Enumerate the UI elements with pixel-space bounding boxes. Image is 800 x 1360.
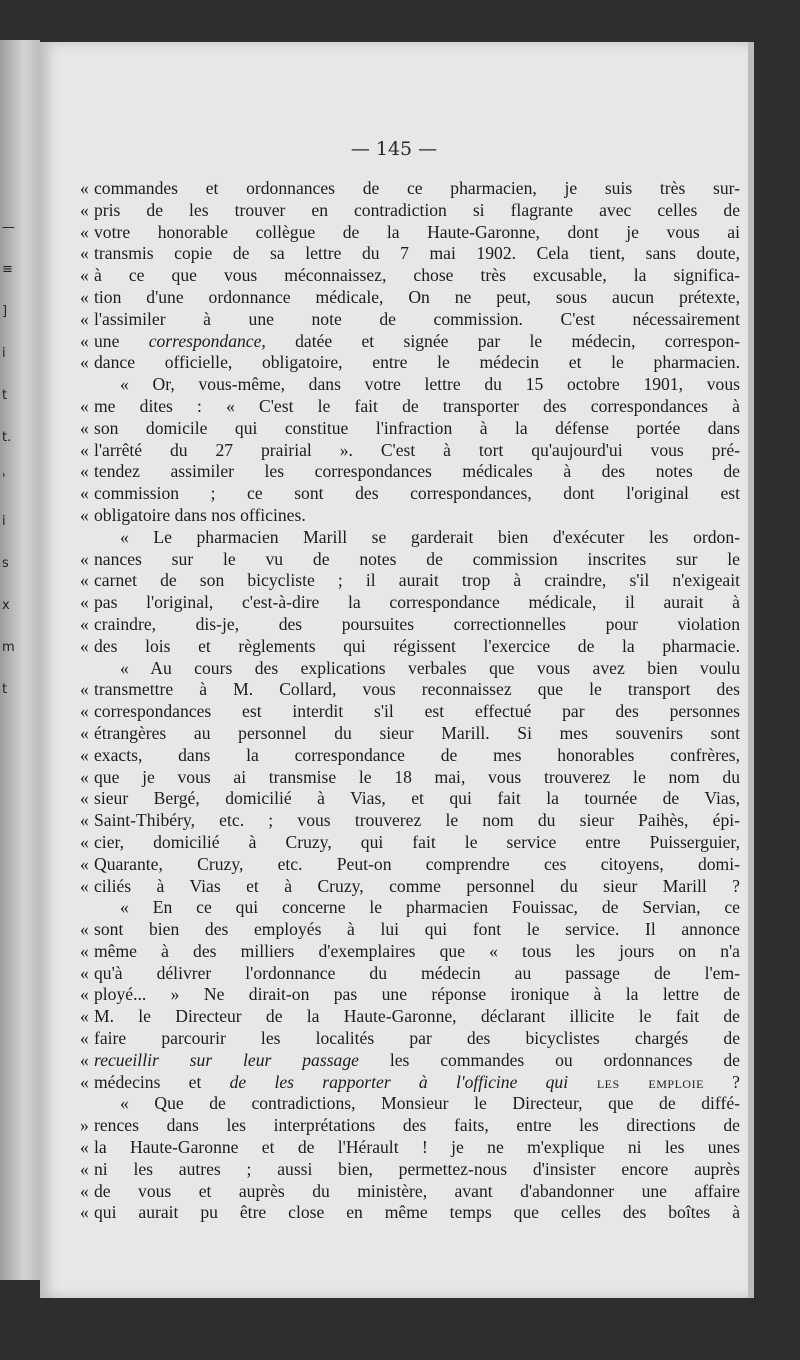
- text-line: [80, 1028, 740, 1050]
- text-line: [80, 570, 740, 592]
- line-text: transmis copie de sa lettre du 7 mai 1902. Cela tient, sans doute,: [94, 243, 740, 264]
- quote-mark: «: [80, 1028, 89, 1049]
- quote-mark: «: [80, 1071, 89, 1092]
- text-line: [80, 658, 740, 680]
- text-line: [80, 1093, 740, 1115]
- text-line: [80, 396, 740, 418]
- text-line: [80, 418, 740, 440]
- line-text: Quarante, Cruzy, etc. Peut-on comprendre ces citoyens, domi-: [94, 853, 740, 874]
- quote-mark: «: [80, 962, 89, 983]
- line-text: faire parcourir les localités par des bicyclistes chargés de: [94, 1028, 740, 1049]
- text-line: [80, 1202, 740, 1224]
- text-line: [80, 243, 740, 265]
- line-text: sont bien des employés à lui qui font le service. Il annonce: [94, 919, 740, 940]
- text-line: [80, 963, 740, 985]
- quote-mark: «: [80, 395, 89, 416]
- text-run: de les rapporter à l'officine qui: [229, 1071, 569, 1092]
- quote-mark: «: [80, 265, 89, 286]
- text-line: [80, 941, 740, 963]
- quote-mark: «: [80, 940, 89, 961]
- line-text: « En ce qui concerne le pharmacien Fouissac, de Servian, ce: [120, 897, 740, 918]
- text-line: [80, 1115, 740, 1137]
- line-text: que je vous ai transmise le 18 mai, vous trouverez le nom du: [94, 766, 740, 787]
- quote-mark: «: [80, 592, 89, 613]
- line-text: transmettre à M. Collard, vous reconnaissez que le transport des: [94, 679, 740, 700]
- quote-mark: «: [80, 1202, 89, 1223]
- text-line: [80, 352, 740, 374]
- quote-mark: «: [80, 701, 89, 722]
- text-run: correspondance: [148, 330, 262, 351]
- quote-mark: [80, 374, 94, 396]
- line-text: [94, 1050, 740, 1072]
- line-text: tion d'une ordonnance médicale, On ne peut, sous aucun prétexte,: [94, 286, 740, 307]
- text-line: [80, 701, 740, 723]
- quote-mark: [80, 527, 94, 549]
- line-text: « Or, vous-même, dans votre lettre du 15 octobre 1901, vous: [120, 374, 740, 395]
- text-line: [80, 200, 740, 222]
- line-text: la Haute-Garonne et de l'Hérault ! je ne m'explique ni les unes: [94, 1137, 740, 1158]
- book-page: [40, 42, 754, 1298]
- quote-mark: «: [80, 788, 89, 809]
- text-line: [80, 505, 740, 527]
- quote-mark: «: [80, 831, 89, 852]
- quote-mark: «: [80, 221, 89, 242]
- quote-mark: »: [80, 1115, 89, 1136]
- quote-mark: «: [80, 308, 89, 329]
- line-text: tendez assimiler les correspondances médicales à des notes de: [94, 461, 740, 482]
- facing-page-mark: t.: [2, 430, 12, 445]
- text-run: une: [94, 330, 149, 351]
- facing-page-mark: s: [2, 556, 9, 571]
- quote-mark: «: [80, 722, 89, 743]
- quote-mark: «: [80, 417, 89, 438]
- line-text: qui aurait pu être close en même temps que celles des boîtes à: [94, 1202, 740, 1223]
- quote-mark: «: [80, 635, 89, 656]
- line-text: me dites : « C'est le fait de transporter des correspondances à: [94, 395, 740, 416]
- quote-mark: «: [80, 330, 89, 351]
- line-text: correspondances est interdit s'il est effectué par des personnes: [94, 701, 740, 722]
- line-text: M. le Directeur de la Haute-Garonne, déclarant illicite le fait de: [94, 1006, 740, 1027]
- line-text: ni les autres ; aussi bien, permettez-nous d'insister encore auprès: [94, 1158, 740, 1179]
- line-text: pris de les trouver en contradiction si flagrante avec celles de: [94, 199, 740, 220]
- text-line: [80, 1050, 740, 1072]
- text-run: les emploie: [568, 1071, 704, 1092]
- text-line: [80, 897, 740, 919]
- quote-mark: «: [80, 679, 89, 700]
- text-line: [80, 1159, 740, 1181]
- text-line: [80, 549, 740, 571]
- text-line: [80, 679, 740, 701]
- line-text: « Le pharmacien Marill se garderait bien d'exécuter les ordon-: [120, 526, 740, 547]
- text-run: recueillir sur leur passage: [94, 1049, 359, 1070]
- line-text: des lois et règlements qui régissent l'exercice de la pharmacie.: [94, 635, 740, 656]
- quote-mark: «: [80, 1158, 89, 1179]
- facing-page-mark: ≡: [2, 262, 13, 277]
- facing-page-mark: t: [2, 388, 8, 403]
- text-line: [80, 222, 740, 244]
- facing-page-mark: i: [2, 514, 6, 529]
- line-text: [94, 1072, 740, 1094]
- text-run: les commandes ou ordonnances de: [358, 1049, 740, 1070]
- quote-mark: «: [80, 548, 89, 569]
- quote-mark: «: [80, 483, 89, 504]
- text-line: [80, 178, 740, 200]
- line-text: nances sur le vu de notes de commission inscrites sur le: [94, 548, 740, 569]
- text-line: [80, 832, 740, 854]
- text-line: [80, 636, 740, 658]
- quote-mark: «: [80, 1137, 89, 1158]
- quote-mark: «: [80, 178, 89, 198]
- text-line: [80, 745, 740, 767]
- quote-mark: «: [80, 810, 89, 831]
- line-text: craindre, dis-je, des poursuites correctionnelles pour violation: [94, 613, 740, 634]
- quote-mark: «: [80, 853, 89, 874]
- line-text: son domicile qui constitue l'infraction à la défense portée dans: [94, 417, 740, 438]
- line-text: commission ; ce sont des correspondances, dont l'original est: [94, 483, 740, 504]
- quote-mark: «: [80, 439, 89, 460]
- quote-mark: «: [80, 504, 89, 525]
- facing-page-mark: i: [2, 346, 6, 361]
- text-line: [80, 723, 740, 745]
- text-line: [80, 287, 740, 309]
- quote-mark: «: [80, 570, 89, 591]
- line-text: sieur Bergé, domicilié à Vias, et qui fait la tournée de Vias,: [94, 788, 740, 809]
- text-line: [80, 876, 740, 898]
- line-text: ployé... » Ne dirait-on pas une réponse ironique à la lettre de: [94, 984, 740, 1005]
- line-text: l'assimiler à une note de commission. C'est nécessairement: [94, 308, 740, 329]
- quote-mark: «: [80, 461, 89, 482]
- line-text: à ce que vous méconnaissez, chose très excusable, la significa-: [94, 265, 740, 286]
- line-text: pas l'original, c'est-à-dire la correspondance médicale, il aurait à: [94, 592, 740, 613]
- line-text: étrangères au personnel du sieur Marill. Si mes souvenirs sont: [94, 722, 740, 743]
- facing-page-mark: m: [2, 640, 15, 655]
- quote-mark: [80, 1093, 94, 1115]
- facing-page-mark: x: [2, 598, 10, 613]
- facing-page-mark: ]: [2, 304, 8, 319]
- quote-mark: «: [80, 744, 89, 765]
- line-text: commandes et ordonnances de ce pharmacien, je suis très sur-: [94, 178, 740, 198]
- facing-page-mark: —: [2, 220, 15, 235]
- quote-mark: [80, 897, 94, 919]
- quote-mark: «: [80, 1180, 89, 1201]
- line-text: de vous et auprès du ministère, avant d'abandonner une affaire: [94, 1180, 740, 1201]
- body-text: [80, 178, 740, 1224]
- text-line: [80, 1137, 740, 1159]
- quote-mark: «: [80, 1006, 89, 1027]
- quote-mark: «: [80, 613, 89, 634]
- line-text: « Au cours des explications verbales que vous avez bien voulu: [120, 657, 740, 678]
- quote-mark: «: [80, 199, 89, 220]
- line-text: même à des milliers d'exemplaires que « tous les jours on n'a: [94, 940, 740, 961]
- facing-page-mark: t: [2, 682, 8, 697]
- line-text: rences dans les interprétations des faits, entre les directions de: [94, 1115, 740, 1136]
- quote-mark: «: [80, 1049, 89, 1070]
- text-line: [80, 614, 740, 636]
- text-line: [80, 265, 740, 287]
- facing-page-marks: [2, 220, 32, 724]
- text-line: [80, 527, 740, 549]
- quote-mark: «: [80, 243, 89, 264]
- quote-mark: «: [80, 984, 89, 1005]
- line-text: votre honorable collègue de la Haute-Garonne, dont je vous ai: [94, 221, 740, 242]
- text-line: [80, 1072, 740, 1094]
- text-line: [80, 984, 740, 1006]
- text-line: [80, 810, 740, 832]
- text-line: [80, 919, 740, 941]
- line-text: dance officielle, obligatoire, entre le médecin et le pharmacien.: [94, 352, 740, 373]
- line-text: l'arrêté du 27 prairial ». C'est à tort qu'aujourd'ui vous pré-: [94, 439, 740, 460]
- quote-mark: [80, 658, 94, 680]
- text-line: [80, 592, 740, 614]
- line-text: ciliés à Vias et à Cruzy, comme personnel du sieur Marill ?: [94, 875, 740, 896]
- quote-mark: «: [80, 766, 89, 787]
- page-number: — 145 —: [350, 138, 438, 160]
- text-line: [80, 440, 740, 462]
- line-text: exacts, dans la correspondance de mes honorables confrères,: [94, 744, 740, 765]
- text-line: [80, 788, 740, 810]
- facing-page-edge: [0, 40, 40, 1280]
- text-line: [80, 767, 740, 789]
- line-text: Saint-Thibéry, etc. ; vous trouverez le nom du sieur Paihès, épi-: [94, 810, 740, 831]
- quote-mark: «: [80, 875, 89, 896]
- facing-page-mark: ': [2, 472, 6, 487]
- line-text: carnet de son bicycliste ; il aurait trop à craindre, s'il n'exigeait: [94, 570, 740, 591]
- quote-mark: «: [80, 286, 89, 307]
- text-line: [80, 309, 740, 331]
- text-line: [80, 854, 740, 876]
- text-line: [80, 1006, 740, 1028]
- line-text: cier, domicilié à Cruzy, qui fait le service entre Puisserguier,: [94, 831, 740, 852]
- line-text: « Que de contradictions, Monsieur le Directeur, que de diffé-: [120, 1093, 740, 1114]
- line-text: qu'à délivrer l'ordonnance du médecin au passage de l'em-: [94, 962, 740, 983]
- line-text: [94, 331, 740, 353]
- text-line: [80, 1181, 740, 1203]
- line-text: obligatoire dans nos officines.: [94, 504, 306, 525]
- quote-mark: «: [80, 352, 89, 373]
- text-line: [80, 331, 740, 353]
- text-line: [80, 374, 740, 396]
- text-run: ?: [703, 1071, 740, 1092]
- text-line: [80, 461, 740, 483]
- quote-mark: «: [80, 919, 89, 940]
- text-run: médecins et: [94, 1071, 230, 1092]
- text-run: , datée et signée par le médecin, correspon-: [261, 330, 740, 351]
- text-line: [80, 483, 740, 505]
